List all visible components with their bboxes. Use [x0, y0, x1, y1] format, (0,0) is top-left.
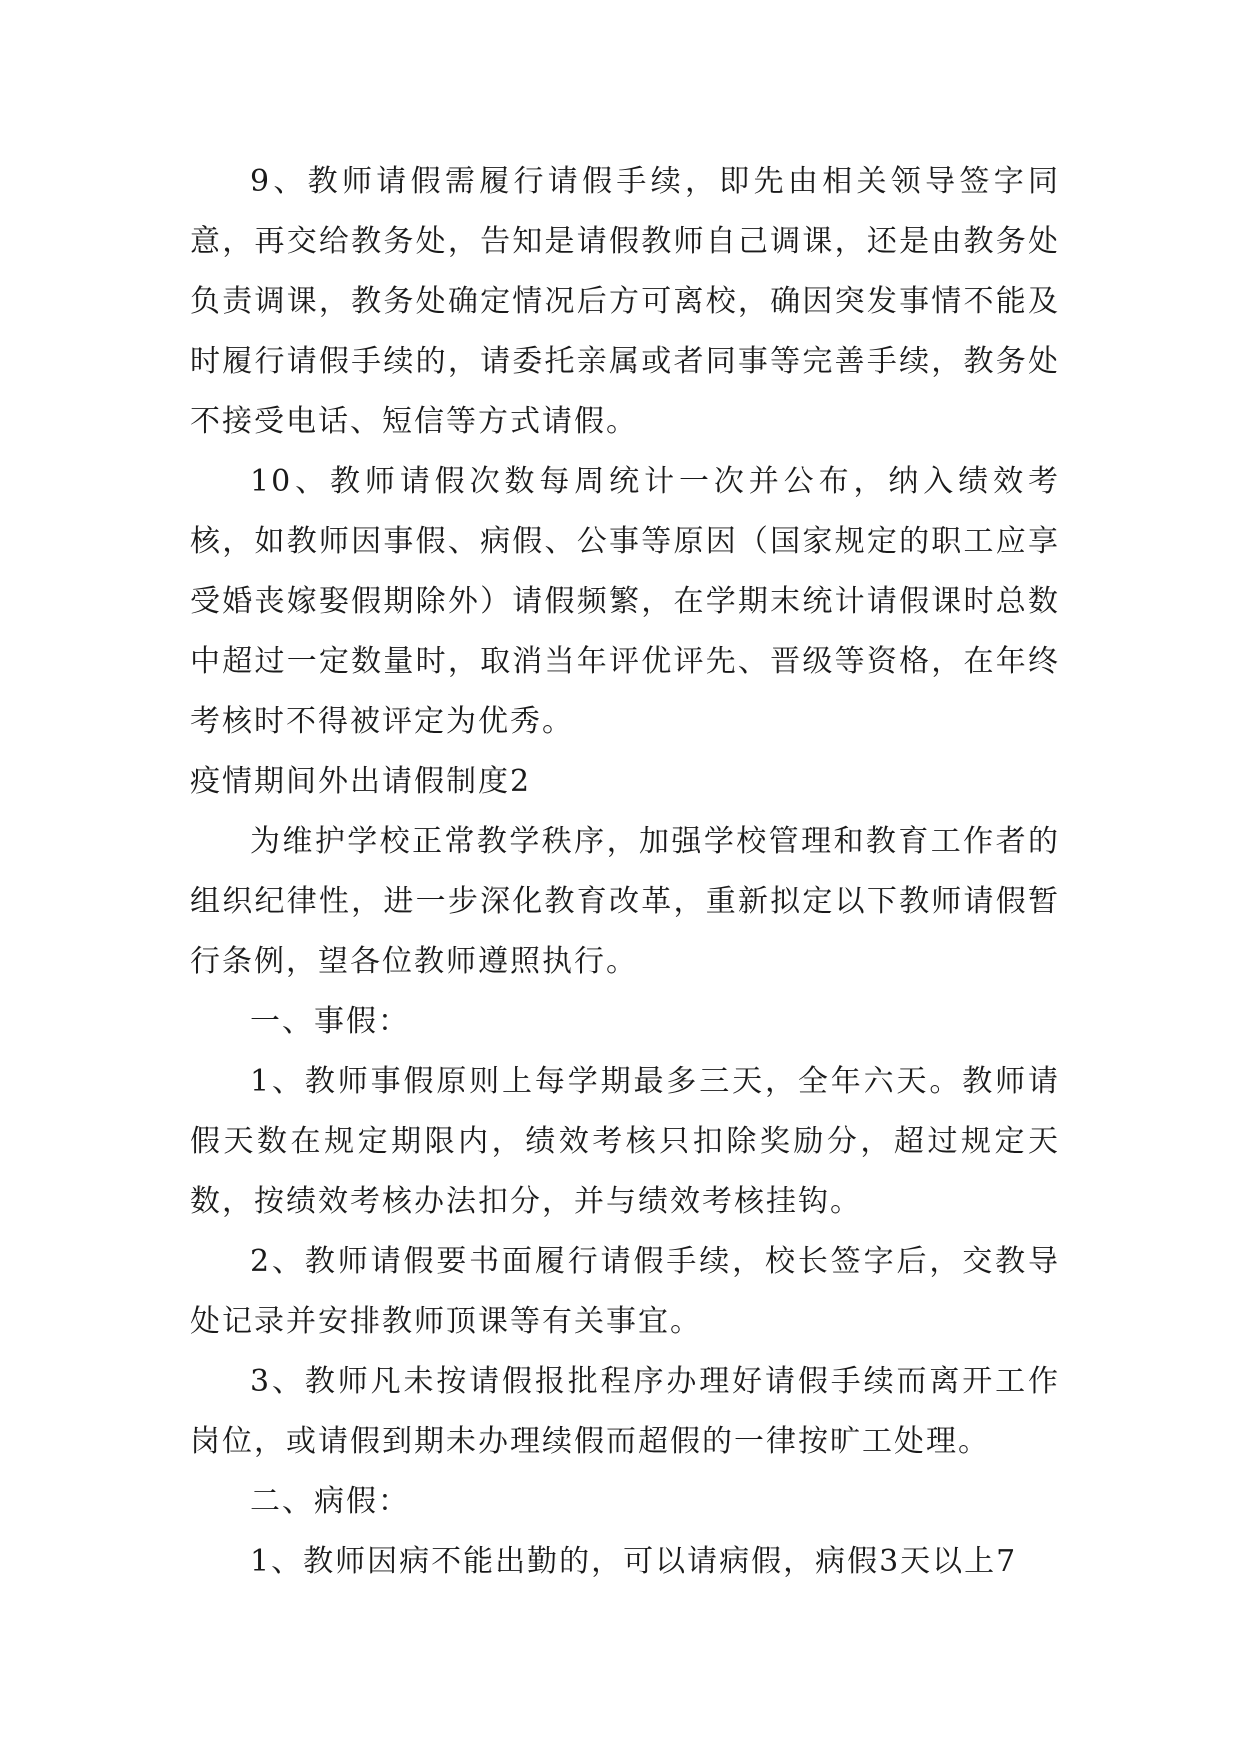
section-heading: 疫情期间外出请假制度2 [190, 764, 532, 799]
paragraph-personal-leave-2: 2、教师请假要书面履行请假手续，校长签字后，交教导处记录并安排教师顶课等有关事宜。 [190, 1244, 1060, 1339]
subheading-sick-leave: 二、病假： [250, 1484, 410, 1519]
paragraph-sick-leave-1: 1、教师因病不能出勤的，可以请病假，病假3天以上7 [250, 1544, 1018, 1579]
paragraph-personal-leave-3: 3、教师凡未按请假报批程序办理好请假手续而离开工作岗位，或请假到期未办理续假而超假的一律按旷工处理。 [190, 1364, 1060, 1459]
document-body [190, 152, 1060, 1592]
paragraph-item-10: 10、教师请假次数每周统计一次并公布，纳入绩效考核，如教师因事假、病假、公事等原因（国家规定的职工应享受婚丧嫁娶假期除外）请假频繁，在学期末统计请假课时总数中超过一定数量时，取消当年评优评先、晋级等资格，在年终考核时不得被评定为优秀。 [190, 464, 1060, 739]
paragraph-personal-leave-1: 1、教师事假原则上每学期最多三天，全年六天。教师请假天数在规定期限内，绩效考核只扣除奖励分，超过规定天数，按绩效考核办法扣分，并与绩效考核挂钩。 [190, 1064, 1060, 1219]
intro-paragraph: 为维护学校正常教学秩序，加强学校管理和教育工作者的组织纪律性，进一步深化教育改革，重新拟定以下教师请假暂行条例，望各位教师遵照执行。 [190, 824, 1060, 979]
subheading-personal-leave: 一、事假： [250, 1004, 410, 1039]
paragraph-item-9: 9、教师请假需履行请假手续，即先由相关领导签字同意，再交给教务处，告知是请假教师自己调课，还是由教务处负责调课，教务处确定情况后方可离校，确因突发事情不能及时履行请假手续的，请委托亲属或者同事等完善手续，教务处不接受电话、短信等方式请假。 [190, 164, 1060, 439]
